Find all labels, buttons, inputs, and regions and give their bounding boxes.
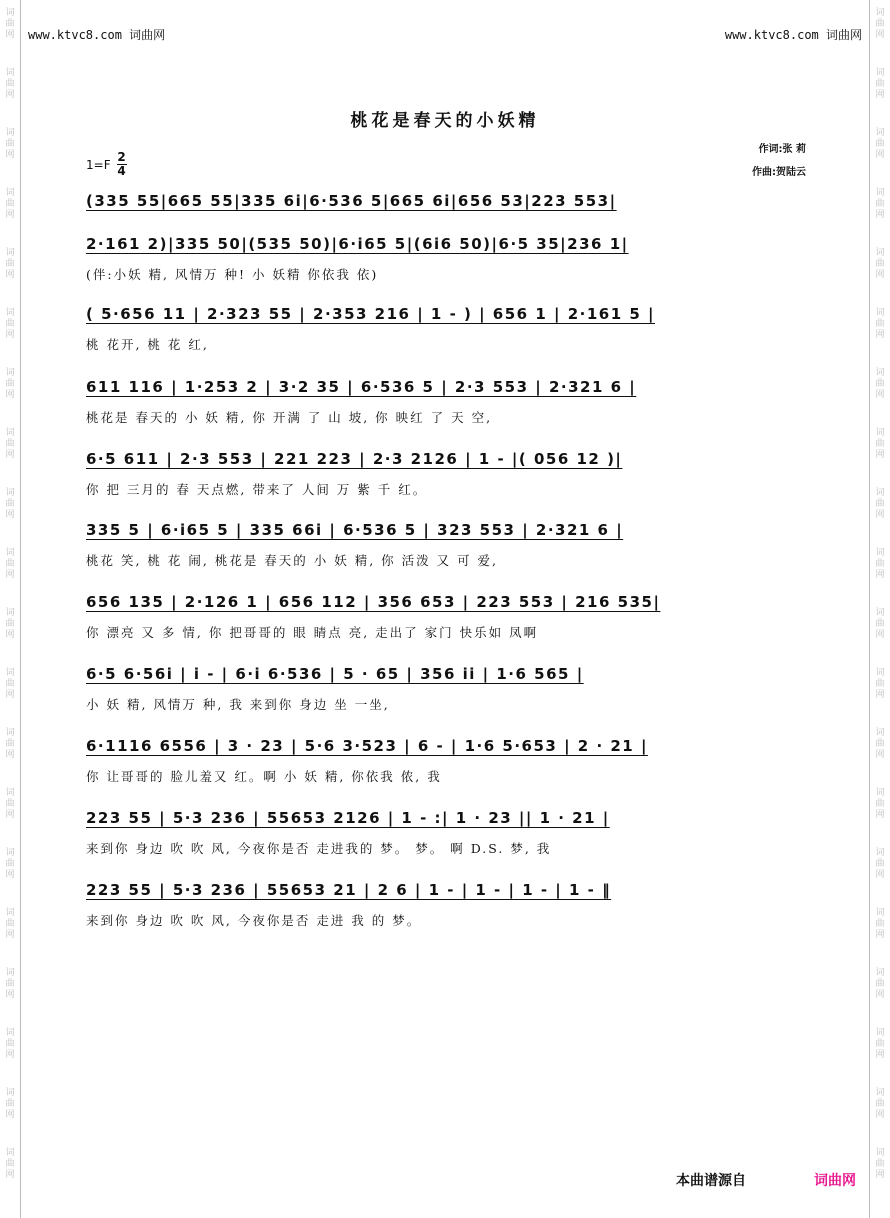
watermark-glyph: 网 bbox=[5, 930, 15, 940]
watermark-glyphs bbox=[870, 848, 890, 881]
watermark-glyphs bbox=[0, 1088, 20, 1121]
watermark-glyph: 曲 bbox=[5, 19, 15, 29]
watermark-glyph: 词 bbox=[5, 968, 15, 978]
watermark-glyph: 网 bbox=[875, 510, 885, 520]
watermark-glyph: 词 bbox=[5, 908, 15, 918]
watermark-glyphs bbox=[870, 968, 890, 1001]
watermark-glyph: 网 bbox=[5, 570, 15, 580]
watermark-glyph: 曲 bbox=[5, 79, 15, 89]
watermark-glyph: 词 bbox=[875, 1088, 885, 1098]
watermark-glyph: 网 bbox=[875, 270, 885, 280]
watermark-glyph: 网 bbox=[875, 1110, 885, 1120]
watermark-glyphs bbox=[0, 308, 20, 341]
left-watermark-strip bbox=[0, 0, 21, 1218]
watermark-glyph: 网 bbox=[5, 1050, 15, 1060]
watermark-glyph: 词 bbox=[875, 668, 885, 678]
lyrics-line: 你 把 三月的 春 天点燃, 带来了 人间 万 紫 千 红。 bbox=[86, 482, 428, 497]
watermark-glyph: 网 bbox=[875, 1170, 885, 1180]
watermark-glyph: 网 bbox=[5, 690, 15, 700]
lyrics-line: 你 漂亮 又 多 情, 你 把哥哥的 眼 睛点 亮, 走出了 家门 快乐如 凤啊 bbox=[86, 625, 539, 640]
watermark-glyph: 词 bbox=[875, 908, 885, 918]
watermark-glyph: 网 bbox=[875, 630, 885, 640]
watermark-glyph: 词 bbox=[875, 488, 885, 498]
notation-line: 611 116 | 1·253 2 | 3·2 35 | 6·536 5 | 2·3 553 | 2·321 6 | bbox=[86, 378, 637, 396]
notation-line: 6·5 6·56i | i - | 6·i 6·536 | 5 · 65 | 356 ii | 1·6 565 | bbox=[86, 665, 584, 683]
watermark-glyph: 曲 bbox=[875, 559, 885, 569]
watermark-glyph: 词 bbox=[5, 668, 15, 678]
watermark-glyph: 词 bbox=[5, 788, 15, 798]
watermark-glyphs bbox=[870, 728, 890, 761]
watermark-glyph: 词 bbox=[5, 548, 15, 558]
watermark-glyph: 词 bbox=[5, 848, 15, 858]
watermark-glyphs bbox=[0, 8, 20, 41]
watermark-glyph: 网 bbox=[5, 210, 15, 220]
watermark-glyph: 网 bbox=[5, 510, 15, 520]
watermark-glyph: 词 bbox=[875, 1148, 885, 1158]
watermark-glyphs bbox=[0, 788, 20, 821]
watermark-glyphs bbox=[0, 728, 20, 761]
watermark-glyph: 曲 bbox=[5, 1099, 15, 1109]
watermark-glyph: 词 bbox=[5, 368, 15, 378]
notation-line: 223 55 | 5·3 236 | 55653 2126 | 1 - :| 1 · 23 || 1 · 21 | bbox=[86, 809, 610, 827]
watermark-glyph: 曲 bbox=[875, 679, 885, 689]
lyrics-line: 小 妖 精, 风情万 种, 我 来到你 身边 坐 一坐, bbox=[86, 697, 390, 712]
watermark-glyph: 曲 bbox=[5, 499, 15, 509]
time-signature bbox=[117, 152, 127, 177]
watermark-glyph: 曲 bbox=[5, 979, 15, 989]
watermark-glyph: 网 bbox=[875, 330, 885, 340]
notation-line: 2·161 2)|335 50|(535 50)|6·i65 5|(6i6 50)|6·5 35|236 1| bbox=[86, 235, 629, 253]
watermark-glyph: 词 bbox=[875, 1028, 885, 1038]
watermark-glyph: 网 bbox=[5, 810, 15, 820]
watermark-glyphs bbox=[870, 548, 890, 581]
watermark-glyph: 曲 bbox=[875, 499, 885, 509]
watermark-glyph: 网 bbox=[875, 210, 885, 220]
watermark-glyph: 曲 bbox=[5, 679, 15, 689]
watermark-glyph: 网 bbox=[5, 90, 15, 100]
watermark-glyphs bbox=[0, 968, 20, 1001]
watermark-glyphs bbox=[0, 1028, 20, 1061]
watermark-glyph: 曲 bbox=[875, 619, 885, 629]
watermark-glyphs bbox=[870, 8, 890, 41]
watermark-glyph: 词 bbox=[5, 1148, 15, 1158]
watermark-glyphs bbox=[870, 1028, 890, 1061]
watermark-glyphs bbox=[0, 848, 20, 881]
watermark-glyphs bbox=[0, 368, 20, 401]
watermark-glyph: 曲 bbox=[875, 1159, 885, 1169]
key-label: 1=F bbox=[86, 157, 111, 172]
watermark-glyph: 词 bbox=[875, 188, 885, 198]
watermark-glyphs bbox=[870, 368, 890, 401]
watermark-glyphs bbox=[870, 248, 890, 281]
watermark-glyph: 网 bbox=[5, 1170, 15, 1180]
watermark-glyph: 词 bbox=[875, 728, 885, 738]
watermark-glyph: 曲 bbox=[875, 1039, 885, 1049]
key-signature bbox=[86, 152, 127, 177]
watermark-glyph: 网 bbox=[5, 450, 15, 460]
watermark-glyph: 曲 bbox=[875, 379, 885, 389]
song-title: 桃花是春天的小妖精 bbox=[350, 111, 540, 131]
notation-line: 656 135 | 2·126 1 | 656 112 | 356 653 | 223 553 | 216 535| bbox=[86, 593, 661, 611]
watermark-glyphs bbox=[870, 68, 890, 101]
watermark-glyph: 网 bbox=[875, 570, 885, 580]
site-url-left[interactable]: www.ktvc8.com 词曲网 bbox=[28, 28, 166, 42]
site-url-right[interactable]: www.ktvc8.com 词曲网 bbox=[724, 28, 862, 42]
lyrics-line: 桃花是 春天的 小 妖 精, 你 开满 了 山 坡, 你 映红 了 天 空, bbox=[86, 410, 493, 425]
notation-line: 335 5 | 6·i65 5 | 335 66i | 6·536 5 | 323 553 | 2·321 6 | bbox=[86, 521, 624, 539]
footer-brand[interactable]: 词曲网 bbox=[814, 1173, 856, 1189]
watermark-glyph: 曲 bbox=[875, 139, 885, 149]
watermark-glyph: 网 bbox=[875, 390, 885, 400]
watermark-glyph: 曲 bbox=[875, 739, 885, 749]
watermark-glyph: 曲 bbox=[5, 259, 15, 269]
watermark-glyph: 网 bbox=[875, 930, 885, 940]
notation-line: 223 55 | 5·3 236 | 55653 21 | 2 6 | 1 - | 1 - | 1 - | 1 - ‖ bbox=[86, 881, 612, 899]
lyrics-line: (伴:小妖 精, 风情万 种! 小 妖精 你依我 依) bbox=[86, 267, 379, 282]
watermark-glyph: 词 bbox=[875, 548, 885, 558]
watermark-glyphs bbox=[870, 908, 890, 941]
watermark-glyphs bbox=[870, 488, 890, 521]
watermark-glyph: 曲 bbox=[875, 19, 885, 29]
watermark-glyph: 曲 bbox=[5, 919, 15, 929]
watermark-glyph: 词 bbox=[5, 188, 15, 198]
notation-line: 6·1116 6556 | 3 · 23 | 5·6 3·523 | 6 - | 1·6 5·653 | 2 · 21 | bbox=[86, 737, 648, 755]
watermark-glyph: 曲 bbox=[875, 799, 885, 809]
watermark-glyph: 网 bbox=[5, 1110, 15, 1120]
watermark-glyph: 词 bbox=[5, 68, 15, 78]
watermark-glyph: 词 bbox=[5, 248, 15, 258]
watermark-glyph: 网 bbox=[5, 750, 15, 760]
watermark-glyph: 词 bbox=[875, 8, 885, 18]
watermark-glyph: 网 bbox=[5, 330, 15, 340]
watermark-glyph: 网 bbox=[5, 30, 15, 40]
watermark-glyphs bbox=[870, 788, 890, 821]
watermark-glyph: 网 bbox=[875, 690, 885, 700]
watermark-glyphs bbox=[0, 428, 20, 461]
watermark-glyphs bbox=[0, 248, 20, 281]
footer-source: 本曲谱源自 bbox=[676, 1173, 746, 1189]
notation-line: (335 55|665 55|335 6i|6·536 5|665 6i|656 53|223 553| bbox=[86, 192, 617, 210]
watermark-glyph: 网 bbox=[875, 750, 885, 760]
watermark-glyph: 词 bbox=[875, 248, 885, 258]
watermark-glyph: 曲 bbox=[5, 619, 15, 629]
lyrics-line: 来到你 身边 吹 吹 风, 今夜你是否 走进我的 梦。 梦。 啊 D.S. 梦, 我 bbox=[86, 841, 552, 856]
watermark-glyph: 词 bbox=[875, 428, 885, 438]
watermark-glyph: 词 bbox=[5, 1028, 15, 1038]
watermark-glyphs bbox=[0, 128, 20, 161]
lyrics-line: 来到你 身边 吹 吹 风, 今夜你是否 走进 我 的 梦。 bbox=[86, 913, 422, 928]
watermark-glyph: 网 bbox=[875, 90, 885, 100]
watermark-glyph: 曲 bbox=[5, 1039, 15, 1049]
watermark-glyphs bbox=[0, 668, 20, 701]
lyrics-line: 你 让哥哥的 脸儿羞又 红。啊 小 妖 精, 你依我 侬, 我 bbox=[86, 769, 442, 784]
watermark-glyph: 词 bbox=[5, 728, 15, 738]
watermark-glyphs bbox=[870, 188, 890, 221]
watermark-glyph: 词 bbox=[5, 428, 15, 438]
watermark-glyph: 曲 bbox=[875, 1099, 885, 1109]
watermark-glyph: 曲 bbox=[5, 859, 15, 869]
watermark-glyph: 曲 bbox=[875, 259, 885, 269]
watermark-glyph: 词 bbox=[5, 8, 15, 18]
watermark-glyph: 曲 bbox=[5, 379, 15, 389]
time-denominator: 4 bbox=[117, 164, 126, 178]
watermark-glyph: 网 bbox=[875, 150, 885, 160]
watermark-glyph: 网 bbox=[875, 870, 885, 880]
watermark-glyph: 网 bbox=[5, 870, 15, 880]
watermark-glyph: 曲 bbox=[875, 319, 885, 329]
watermark-glyph: 曲 bbox=[5, 439, 15, 449]
watermark-glyph: 曲 bbox=[5, 319, 15, 329]
lyrics-line: 桃 花开, 桃 花 红, bbox=[86, 337, 209, 352]
watermark-glyph: 词 bbox=[875, 308, 885, 318]
watermark-glyph: 词 bbox=[875, 68, 885, 78]
watermark-glyph: 网 bbox=[5, 270, 15, 280]
watermark-glyph: 曲 bbox=[875, 79, 885, 89]
watermark-glyph: 曲 bbox=[5, 799, 15, 809]
watermark-glyphs bbox=[870, 428, 890, 461]
lyricist-credit: 作词:张 莉 bbox=[758, 144, 806, 155]
watermark-glyph: 曲 bbox=[5, 139, 15, 149]
watermark-glyph: 词 bbox=[875, 848, 885, 858]
watermark-glyphs bbox=[0, 908, 20, 941]
watermark-glyphs bbox=[0, 608, 20, 641]
watermark-glyph: 网 bbox=[5, 390, 15, 400]
lyrics-line: 桃花 笑, 桃 花 闹, 桃花是 春天的 小 妖 精, 你 活泼 又 可 爱, bbox=[86, 553, 499, 568]
watermark-glyph: 网 bbox=[5, 990, 15, 1000]
composer-credit: 作曲:贺陆云 bbox=[752, 167, 806, 178]
watermark-glyph: 网 bbox=[875, 1050, 885, 1060]
watermark-glyph: 网 bbox=[875, 810, 885, 820]
notation-line: ( 5·656 11 | 2·323 55 | 2·353 216 | 1 - ) | 656 1 | 2·161 5 | bbox=[86, 305, 655, 323]
watermark-glyph: 曲 bbox=[875, 859, 885, 869]
watermark-glyph: 曲 bbox=[5, 559, 15, 569]
watermark-glyphs bbox=[870, 1088, 890, 1121]
watermark-glyph: 曲 bbox=[875, 439, 885, 449]
watermark-glyph: 词 bbox=[5, 488, 15, 498]
watermark-glyphs bbox=[0, 548, 20, 581]
watermark-glyph: 词 bbox=[5, 128, 15, 138]
watermark-glyph: 词 bbox=[875, 368, 885, 378]
watermark-glyphs bbox=[0, 68, 20, 101]
watermark-glyph: 曲 bbox=[875, 919, 885, 929]
watermark-glyphs bbox=[0, 488, 20, 521]
watermark-glyph: 曲 bbox=[5, 199, 15, 209]
watermark-glyph: 曲 bbox=[5, 1159, 15, 1169]
watermark-glyph: 词 bbox=[875, 968, 885, 978]
watermark-glyph: 网 bbox=[875, 990, 885, 1000]
time-numerator: 2 bbox=[117, 150, 126, 164]
watermark-glyphs bbox=[870, 308, 890, 341]
watermark-glyph: 曲 bbox=[5, 739, 15, 749]
watermark-glyph: 词 bbox=[5, 1088, 15, 1098]
watermark-glyphs bbox=[0, 1148, 20, 1181]
watermark-glyph: 网 bbox=[5, 150, 15, 160]
watermark-glyphs bbox=[0, 188, 20, 221]
watermark-glyph: 词 bbox=[875, 608, 885, 618]
watermark-glyphs bbox=[870, 1148, 890, 1181]
watermark-glyph: 曲 bbox=[875, 979, 885, 989]
watermark-glyph: 词 bbox=[875, 788, 885, 798]
watermark-glyphs bbox=[870, 668, 890, 701]
watermark-glyph: 网 bbox=[5, 630, 15, 640]
watermark-glyphs bbox=[870, 608, 890, 641]
right-watermark-strip bbox=[869, 0, 890, 1218]
watermark-glyph: 网 bbox=[875, 30, 885, 40]
watermark-glyphs bbox=[870, 128, 890, 161]
watermark-glyph: 曲 bbox=[875, 199, 885, 209]
watermark-glyph: 网 bbox=[875, 450, 885, 460]
watermark-glyph: 词 bbox=[5, 608, 15, 618]
notation-line: 6·5 611 | 2·3 553 | 221 223 | 2·3 2126 | 1 - |( 056 12 )| bbox=[86, 450, 623, 468]
watermark-glyph: 词 bbox=[5, 308, 15, 318]
watermark-glyph: 词 bbox=[875, 128, 885, 138]
